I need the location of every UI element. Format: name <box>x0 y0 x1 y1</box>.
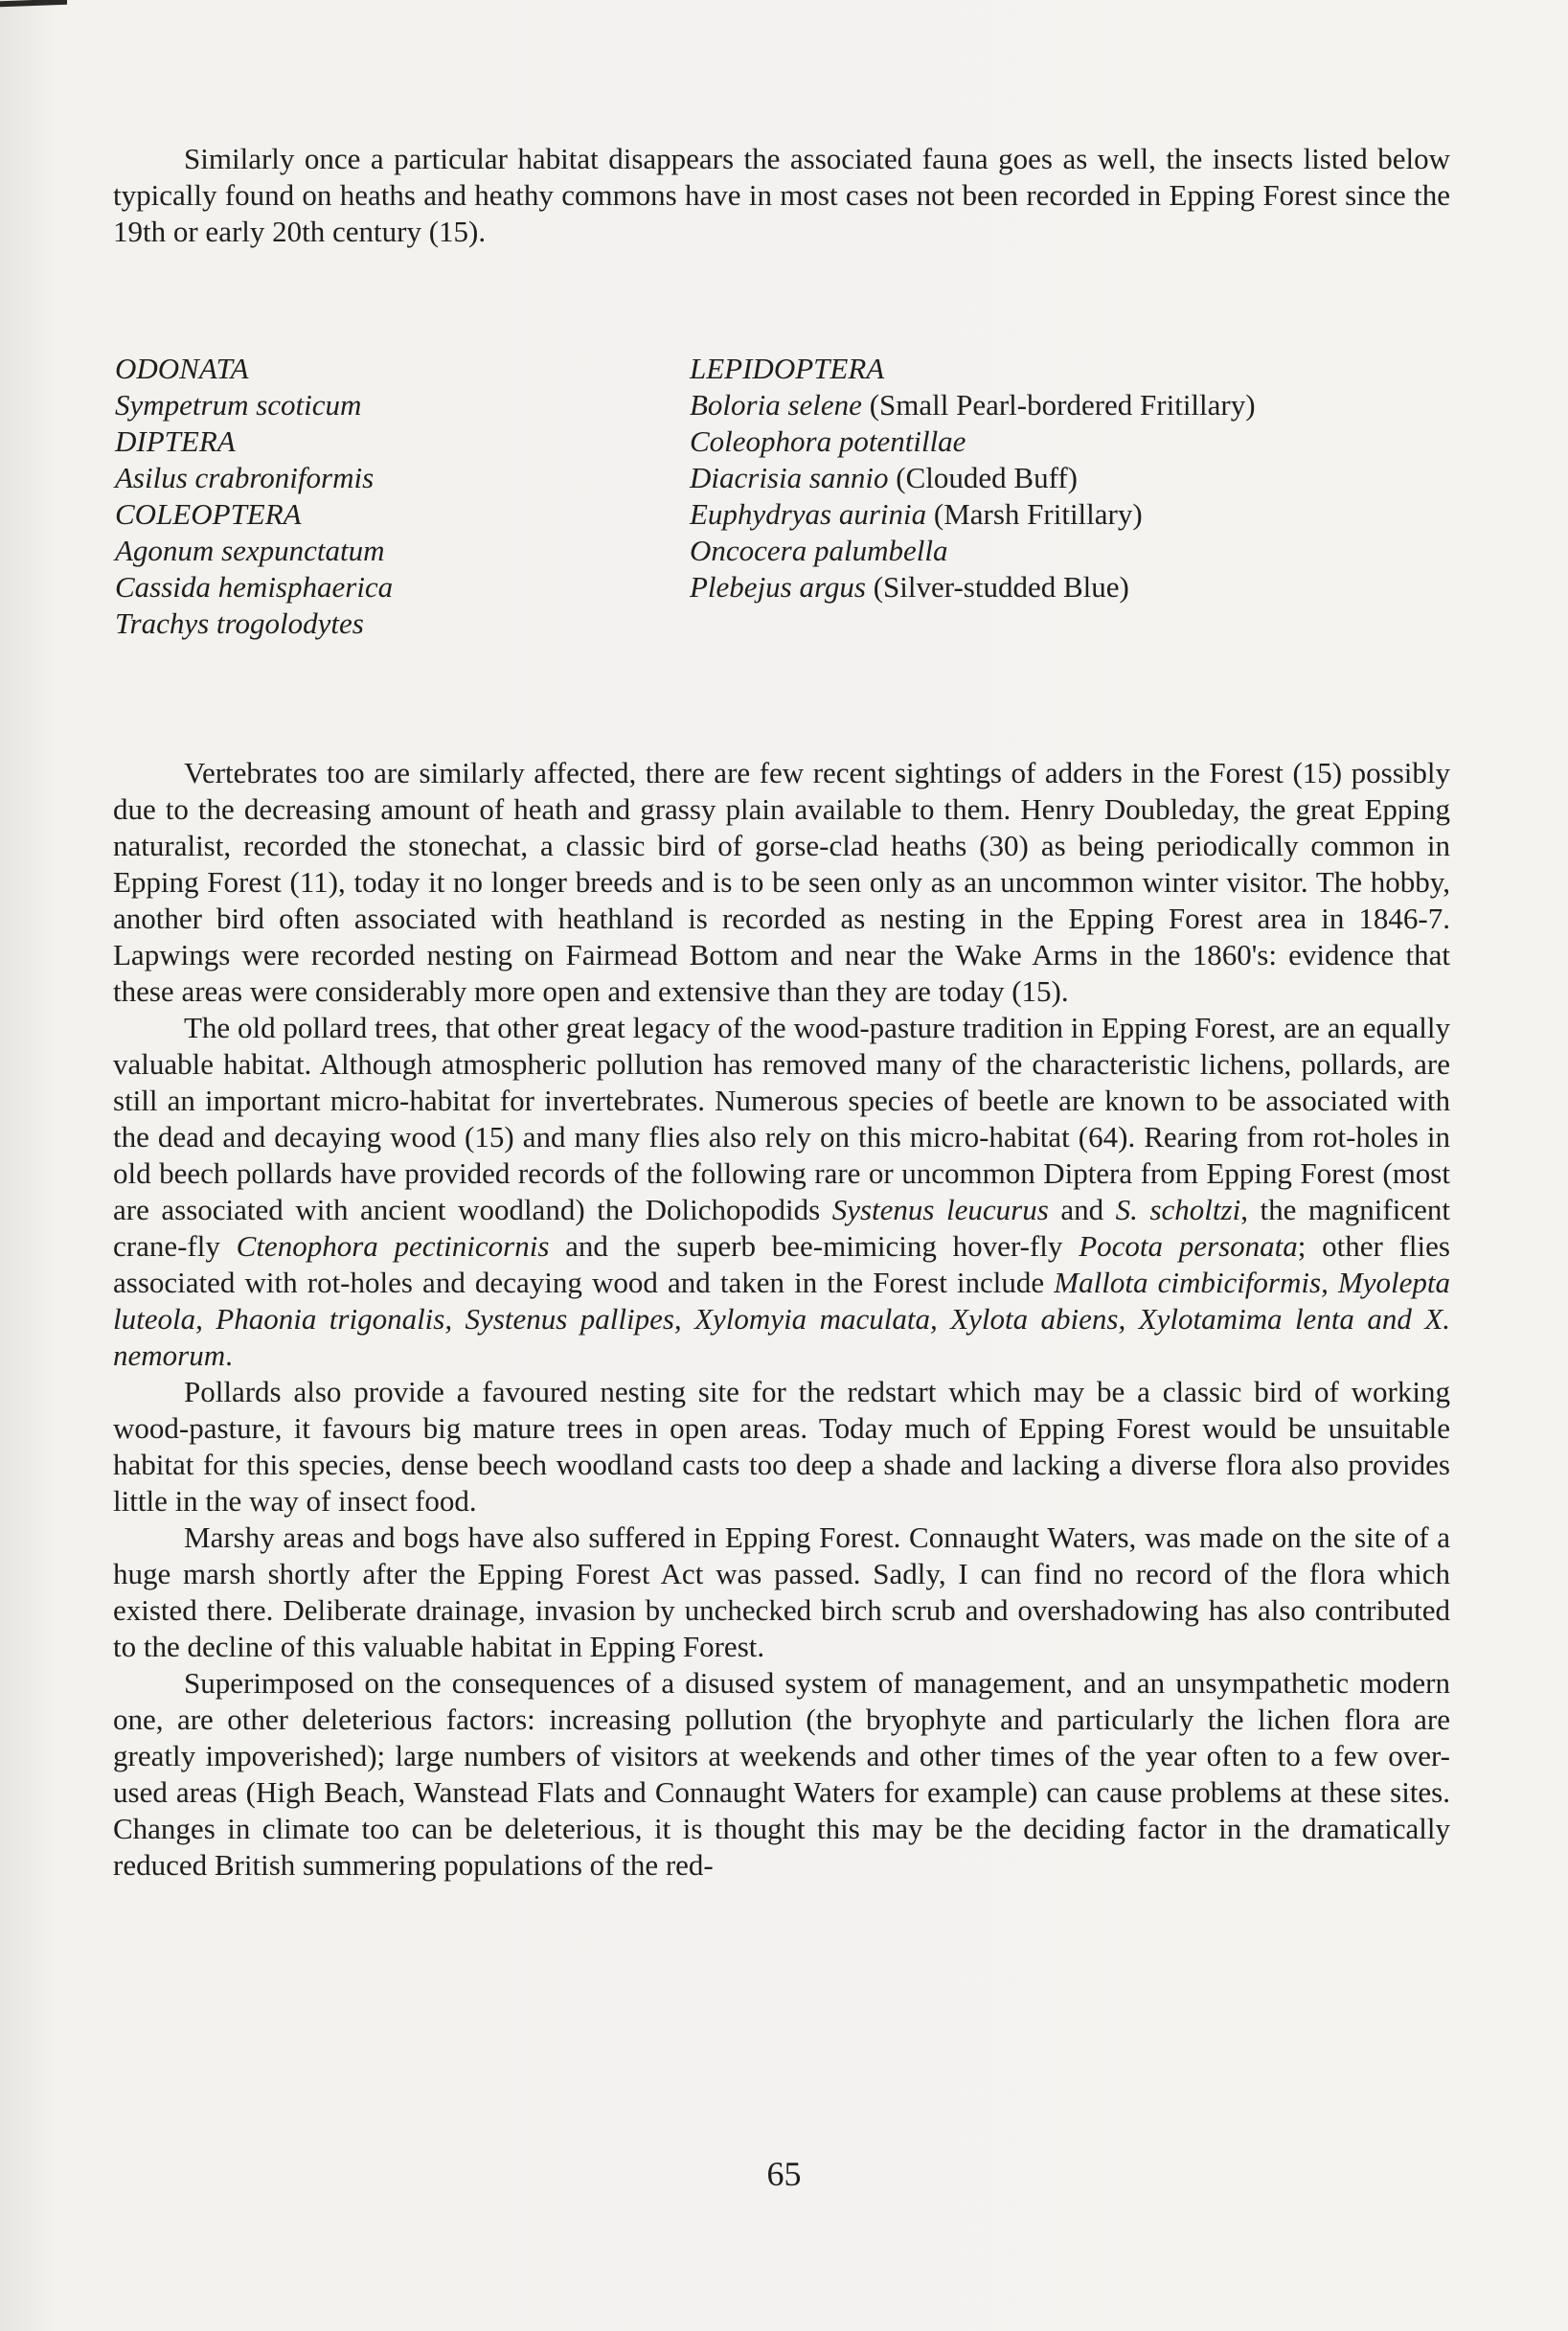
paragraph-pollards <box>113 1010 1450 1374</box>
list-item <box>690 496 1475 533</box>
taxon: Sympetrum scoticum <box>115 388 362 422</box>
common-name: (Clouded Buff) <box>888 461 1079 494</box>
list-item <box>115 533 613 569</box>
paragraph-vertebrates: Vertebrates too are similarly affected, there are few recent sightings of adders in the Forest (15) possibly due to the decreasing amount of heath and grassy plain available to them. Henry Doubleday, the great Epping naturalist, recorded the stonechat, a classic bird of gorse-clad heaths (30) as being periodically common in Epping Forest (11), today it no longer breeds and is to be seen only as an uncommon winter visitor. The hobby, another bird often associated with heathland is recorded as nesting in the Epping Forest area in 1846-7. Lapwings were recorded nesting on Fairmead Bottom and near the Wake Arms in the 1860's: evidence that these areas were considerably more open and extensive than they are today (15). <box>113 756 1450 1008</box>
text-run: The old pollard trees, that other great legacy of the wood-pasture tradition in Epping Forest, are an equally valuable habitat. Although atmospheric pollution has removed many of the characteristic lichens, pollards, are still an important micro-habitat for invertebrates. Numerous species of beetle are known to be associated with the dead and decaying wood (15) and many flies also rely on this micro-habitat (64). Rearing from rot-holes in old beech pollards have provided records of the following rare or uncommon Diptera from Epping Forest (most are associated with ancient woodland) the Dolichopodids <box>113 1011 1450 1226</box>
common-name: (Small Pearl-bordered Fritillary) <box>861 388 1256 422</box>
list-item <box>115 606 613 642</box>
insect-list-right <box>690 351 1475 606</box>
species-name: Pocota personata <box>1079 1229 1298 1263</box>
taxon: LEPIDOPTERA <box>690 352 885 385</box>
body-text <box>113 755 1450 1884</box>
paragraph-redstart: Pollards also provide a favoured nesting site for the redstart which may be a classic bird of working wood-pasture, it favours big mature trees in open areas. Today much of Epping Forest would be unsuitable habitat for this species, dense beech woodland casts too deep a shade and lacking a diverse flora also provides little in the way of insect food. <box>113 1375 1450 1518</box>
text-run: and the superb bee-mimicing hover-fly <box>549 1229 1079 1263</box>
list-item <box>690 351 1475 387</box>
text-run: , the magnificent crane-fly <box>113 1193 1450 1263</box>
common-name: (Marsh Fritillary) <box>926 497 1143 531</box>
list-item <box>115 423 613 460</box>
list-item <box>690 569 1475 606</box>
taxon: Coleophora potentillae <box>690 424 966 458</box>
taxon: Plebejus argus <box>690 570 866 604</box>
paragraph-deleterious-factors: Superimposed on the consequences of a disused system of management, and an unsympathetic modern one, are other deleterious factors: increasing pollution (the bryophyte and particularly the lichen flora are greatly impoverished); large numbers of visitors at weekends and other times of the year often to a few over-used areas (High Beach, Wanstead Flats and Connaught Waters for example) can cause problems at these sites. Changes in climate too can be deleterious, it is thought this may be the deciding factor in the dramatically reduced British summering populations of the red- <box>113 1666 1450 1882</box>
page-number: 65 <box>766 2155 802 2193</box>
species-name: Ctenophora pectinicornis <box>236 1229 550 1263</box>
list-item <box>115 460 613 496</box>
text-run: . <box>225 1338 233 1372</box>
species-name: Systenus leucurus <box>831 1193 1049 1226</box>
intro-paragraph: Similarly once a particular habitat disappears the associated fauna goes as well, the insects listed below typically found on heaths and heathy commons have in most cases not been recorded in Epping Forest since the 19th or early 20th century (15). <box>113 142 1450 248</box>
list-item <box>690 460 1475 496</box>
taxon: Cassida hemisphaerica <box>115 570 394 604</box>
species-name: S. scholtzi <box>1115 1193 1241 1226</box>
paragraph-marshes: Marshy areas and bogs have also suffered in Epping Forest. Connaught Waters, was made on the site of a huge marsh shortly after the Epping Forest Act was passed. Sadly, I can find no record of the flora which existed there. Deliberate drainage, invasion by unchecked birch scrub and overshadowing has also contributed to the decline of this valuable habitat in Epping Forest. <box>113 1520 1450 1663</box>
list-item <box>115 496 613 533</box>
scan-corner-mark <box>0 0 67 7</box>
insect-list-left <box>115 351 613 642</box>
taxon: Asilus crabroniformis <box>115 461 375 494</box>
taxon: Agonum sexpunctatum <box>115 534 385 567</box>
species-name: Mallota cimbiciformis, Myolepta luteola, Phaonia trigonalis, Systenus pallipes, Xylomyia maculata, Xylota abiens, Xylotamima lenta and X. nemorum <box>113 1266 1450 1372</box>
taxon: DIPTERA <box>115 424 236 458</box>
taxon: Boloria selene <box>690 388 862 422</box>
list-item <box>115 351 613 387</box>
list-item <box>690 387 1475 423</box>
list-item <box>690 423 1475 460</box>
text-run: and <box>1048 1193 1116 1226</box>
taxon: Oncocera palumbella <box>690 534 948 567</box>
taxon: Diacrisia sannio <box>690 461 889 494</box>
taxon: Trachys trogolodytes <box>115 606 364 640</box>
taxon: ODONATA <box>115 352 249 385</box>
list-item <box>115 387 613 423</box>
taxon: Euphydryas aurinia <box>690 497 927 531</box>
text-run: ; other flies associated with rot-holes and decaying wood and taken in the Forest include <box>113 1229 1450 1299</box>
list-item <box>115 569 613 606</box>
common-name: (Silver-studded Blue) <box>865 570 1129 604</box>
list-item <box>690 533 1475 569</box>
taxon: COLEOPTERA <box>115 497 302 531</box>
